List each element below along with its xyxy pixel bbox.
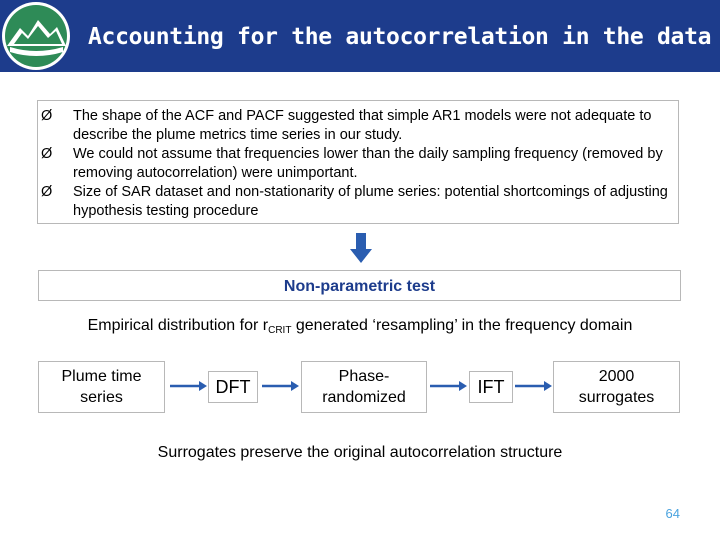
surrogate-note: Surrogates preserve the original autocorrelation structure xyxy=(157,444,563,461)
right-arrow-icon xyxy=(515,380,552,392)
right-arrow-icon xyxy=(170,380,207,392)
page-number: 64 xyxy=(665,506,680,521)
non-parametric-test-box: Non-parametric test xyxy=(38,270,681,301)
flow-label: IFT xyxy=(477,376,505,397)
arrow-bullet-icon: Ø xyxy=(41,184,53,200)
flow-box-2000-surrogates xyxy=(553,361,680,413)
flow-box-ift xyxy=(469,371,513,403)
arrow-bullet-icon: Ø xyxy=(41,146,53,162)
empirical-distribution-line xyxy=(0,315,720,342)
right-arrow-icon xyxy=(430,380,467,392)
arrow-bullet-icon: Ø xyxy=(41,108,53,124)
bullet-list-box xyxy=(37,100,679,224)
flow-label: Phase-randomized xyxy=(322,368,406,406)
flow-label: DFT xyxy=(215,376,251,397)
bullet-text: Size of SAR dataset and non-stationarity of plume series: potential shortcomings of adjusting hypothesis testing procedure xyxy=(73,184,668,219)
bullet-item xyxy=(41,145,671,183)
flow-box-plume-time-series xyxy=(38,361,165,413)
title-bar xyxy=(0,0,720,72)
flow-box-dft xyxy=(208,371,258,403)
mountain-logo-icon xyxy=(0,0,74,72)
bullet-item xyxy=(41,183,671,221)
slide-title: Accounting for the autocorrelation in the data xyxy=(88,24,712,50)
flow-label: 2000 surrogates xyxy=(578,368,655,406)
empirical-prefix: Empirical distribution for r xyxy=(87,317,269,334)
flow-label: Plume time series xyxy=(61,368,142,406)
down-arrow-icon xyxy=(350,233,372,263)
empirical-suffix: generated ‘resampling’ in the frequency domain xyxy=(291,317,633,334)
rcrit-subscript: CRIT xyxy=(268,325,292,336)
bullet-text: We could not assume that frequencies lower than the daily sampling frequency (removed by removing autocorrelation) were unimportant. xyxy=(73,146,663,181)
flow-box-phase-randomized xyxy=(301,361,427,413)
bullet-item xyxy=(41,107,671,145)
right-arrow-icon xyxy=(262,380,299,392)
bullet-text: The shape of the ACF and PACF suggested that simple AR1 models were not adequate to describe the plume metrics time series in our study. xyxy=(73,108,652,143)
